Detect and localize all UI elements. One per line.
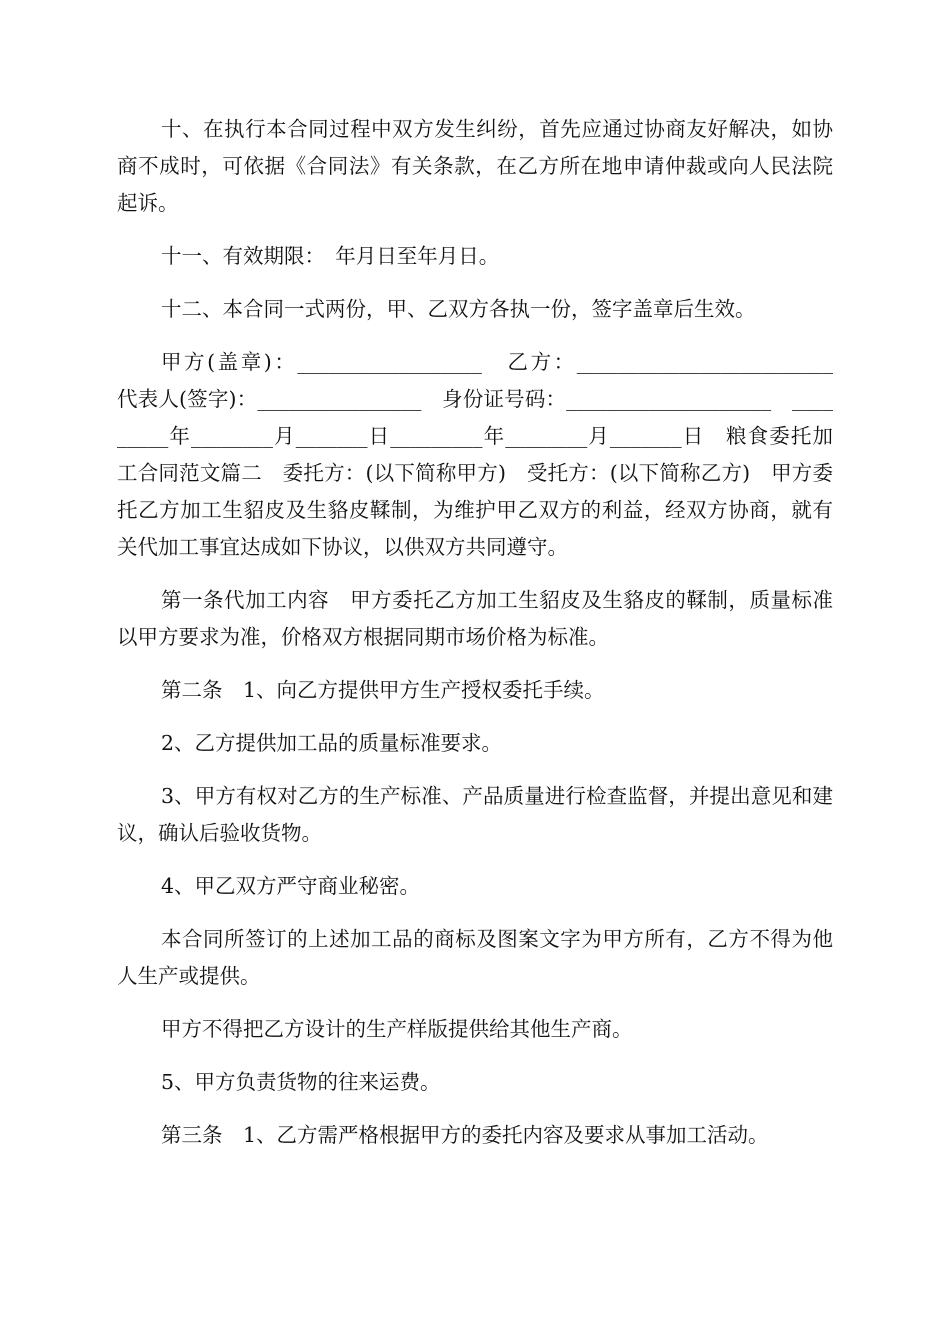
article-2-item-3: 3、甲方有权对乙方的生产标准、产品质量进行检查监督，并提出意见和建议，确认后验收货物。 <box>117 784 833 845</box>
article-2-item-1: 第二条 1、向乙方提供甲方生产授权委托手续。 <box>161 678 605 702</box>
trademark-ownership: 本合同所签订的上述加工品的商标及图案文字为甲方所有，乙方不得为他人生产或提供。 <box>117 927 833 988</box>
article-2-item-2: 2、乙方提供加工品的质量标准要求。 <box>161 731 503 755</box>
clause-10-dispute: 十、在执行本合同过程中双方发生纠纷，首先应通过协商友好解决，如协商不成时，可依据《合同法》有关条款，在乙方所在地申请仲裁或向人民法院起诉。 <box>117 117 833 215</box>
clause-12-copies: 十二、本合同一式两份，甲、乙双方各执一份，签字盖章后生效。 <box>161 297 756 321</box>
article-2-item-4: 4、甲乙双方严守商业秘密。 <box>161 874 421 898</box>
document-page <box>117 111 854 1170</box>
article-3-item-1: 第三条 1、乙方需严格根据甲方的委托内容及要求从事加工活动。 <box>161 1123 769 1147</box>
sample-confidentiality: 甲方不得把乙方设计的生产样版提供给其他生产商。 <box>161 1017 633 1041</box>
signature-and-contract-two-intro: 甲方(盖章)：__________________ 乙方：_________________________ 代表人(签字)：________________ 身份证号码：____________________ _________年________月_______日_________年________月_______日 粮食委托加工合同范文篇二 委托方：(以下简称甲方) 受托方：(以下简称乙方) 甲方委托乙方加工生貂皮及生貉皮鞣制，为维护甲乙双方的利益，经双方协商，就有关代加工事宜达成如下协议，以供双方共同遵守。 <box>117 350 854 559</box>
clause-11-validity: 十一、有效期限： 年月日至年月日。 <box>161 244 500 268</box>
article-1-content: 第一条代加工内容 甲方委托乙方加工生貂皮及生貉皮的鞣制，质量标准以甲方要求为准，价格双方根据同期市场价格为标准。 <box>117 588 833 649</box>
article-2-item-5: 5、甲方负责货物的往来运费。 <box>161 1070 441 1094</box>
